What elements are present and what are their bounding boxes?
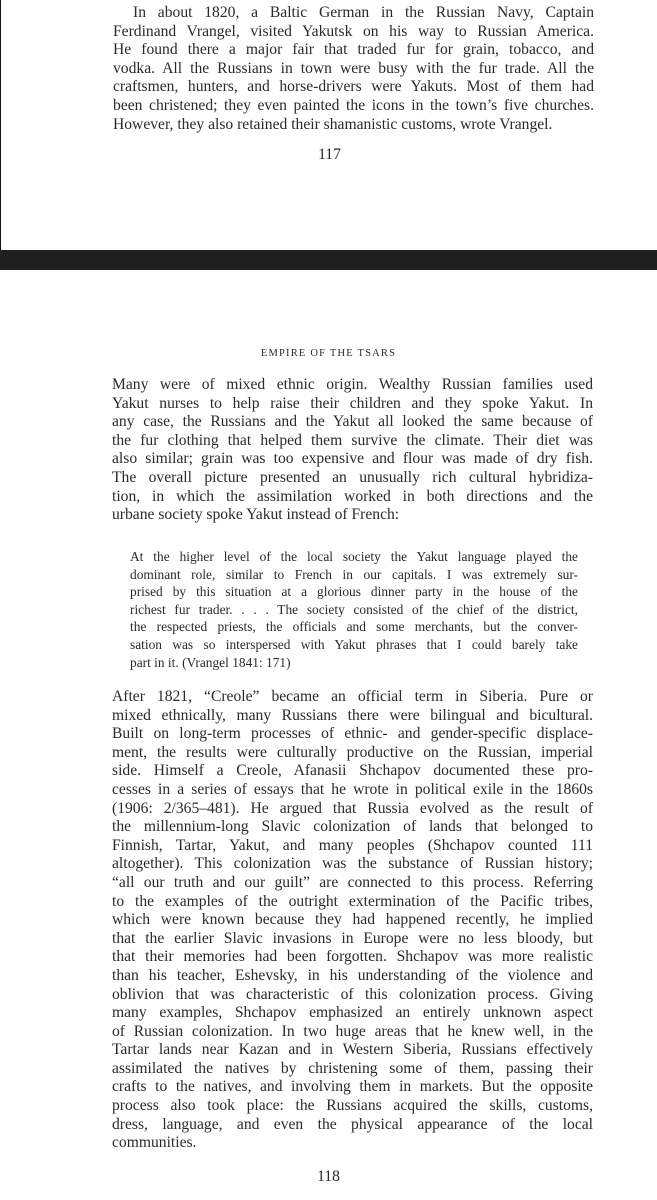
- quote-line: sation was so interspersed with Yakut phrases that I could barely take: [130, 636, 578, 652]
- quote-line: the respected priests, the officials and some merchants, but the conver-: [130, 619, 578, 635]
- text-line: altogether). This colonization was the substance of Russian history;: [112, 855, 593, 873]
- text-line: Finnish, Tartar, Yakut, and many peoples (Shchapov counted 111: [112, 836, 593, 854]
- page-118: [0, 270, 657, 1200]
- quote-line: richest fur trader. . . . The society consisted of the chief of the district,: [130, 601, 578, 617]
- text-line: (1906: 2/365–481). He argued that Russia evolved as the result of: [112, 799, 593, 817]
- text-line: oblivion that was characteristic of this colonization process. Giving: [112, 985, 593, 1003]
- text-line: crafts to the natives, and involving them in markets. But the opposite: [112, 1078, 593, 1096]
- text-line: He found there a major fair that traded fur for grain, tobacco, and: [113, 41, 594, 59]
- text-line: vodka. All the Russians in town were busy with the fur trade. All the: [113, 59, 594, 77]
- text-line: dress, language, and even the physical appearance of the local: [112, 1115, 593, 1133]
- text-line: to the examples of the outright extermination of the Pacific tribes,: [112, 892, 593, 910]
- text-line: that the earlier Slavic invasions in Europe were no less bloody, but: [112, 929, 593, 947]
- text-line: than his teacher, Eshevsky, in his understanding of the violence and: [112, 966, 593, 984]
- text-line: After 1821, “Creole” became an official term in Siberia. Pure or: [112, 688, 593, 705]
- text-line: any case, the Russians and the Yakut all looked the same because of: [112, 413, 593, 431]
- page-number: 117: [318, 146, 341, 163]
- text-line: of Russian colonization. In two huge areas that he knew well, in the: [112, 1022, 593, 1040]
- text-line: which were known because they had happened recently, he implied: [112, 911, 593, 929]
- text-line: urbane society spoke Yakut instead of French:: [112, 506, 400, 524]
- text-line: “all our truth and our guilt” are connected to this process. Referring: [112, 873, 593, 891]
- text-line: ment, the results were culturally productive on the Russian, imperial: [112, 743, 593, 761]
- text-line: craftsmen, hunters, and horse-drivers were Yakuts. Most of them had: [113, 78, 594, 96]
- text-line: that their memories had been forgotten. Shchapov was more realistic: [112, 948, 593, 966]
- text-line: In about 1820, a Baltic German in the Russian Navy, Captain: [133, 4, 594, 21]
- text-line: cesses in a series of essays that he wrote in political exile in the 1860s: [112, 780, 593, 798]
- text-line: Built on long-term processes of ethnic- and gender-specific displace-: [112, 725, 593, 743]
- text-line: the fur clothing that helped them survive the climate. Their diet was: [112, 431, 593, 449]
- page-divider: [0, 250, 657, 270]
- text-line: been christened; they even painted the icons in the town’s five churches.: [113, 96, 594, 114]
- paragraph-1: [112, 376, 593, 525]
- text-line: mixed ethnically, many Russians there were bilingual and bicultural.: [112, 706, 593, 724]
- text-line: many examples, Shchapov emphasized an entirely unknown aspect: [112, 1004, 593, 1022]
- text-line: assimilated the natives by christening some of them, passing their: [112, 1059, 593, 1077]
- quote-line: prised by this situation at a glorious dinner party in the house of the: [130, 584, 578, 600]
- page-number: 118: [317, 1168, 340, 1185]
- text-line: side. Himself a Creole, Afanasii Shchapov documented these pro-: [112, 762, 593, 780]
- text-line: communities.: [112, 1134, 197, 1152]
- page-117: [0, 0, 657, 250]
- text-line: Yakut nurses to help raise their children and they spoke Yakut. In: [112, 394, 593, 412]
- text-line: process also took place: the Russians acquired the skills, customs,: [112, 1097, 593, 1115]
- text-line: The overall picture presented an unusually rich cultural hybridiza-: [112, 468, 593, 486]
- page-117-paragraph: [113, 4, 594, 134]
- text-line: tion, in which the assimilation worked in both directions and the: [112, 487, 593, 505]
- text-line: Many were of mixed ethnic origin. Wealthy Russian families used: [112, 376, 593, 393]
- text-line: also similar; grain was too expensive and flour was made of dry fish.: [112, 450, 593, 468]
- text-line: Tartar lands near Kazan and in Western Siberia, Russians effectively: [112, 1041, 593, 1059]
- text-line: Ferdinand Vrangel, visited Yakutsk on his way to Russian America.: [113, 22, 594, 40]
- text-line: However, they also retained their shamanistic customs, wrote Vrangel.: [113, 115, 553, 133]
- quote-line: At the higher level of the local society the Yakut language played the: [130, 549, 578, 564]
- block-quote: [130, 548, 578, 671]
- text-line: the millennium-long Slavic colonization of lands that belonged to: [112, 818, 593, 836]
- quote-line: dominant role, similar to French in our capitals. I was extremely sur-: [130, 566, 578, 582]
- paragraph-2: [112, 688, 593, 1153]
- quote-line: part in it. (Vrangel 1841: 171): [130, 654, 291, 670]
- running-head: EMPIRE OF THE TSARS: [260, 348, 397, 359]
